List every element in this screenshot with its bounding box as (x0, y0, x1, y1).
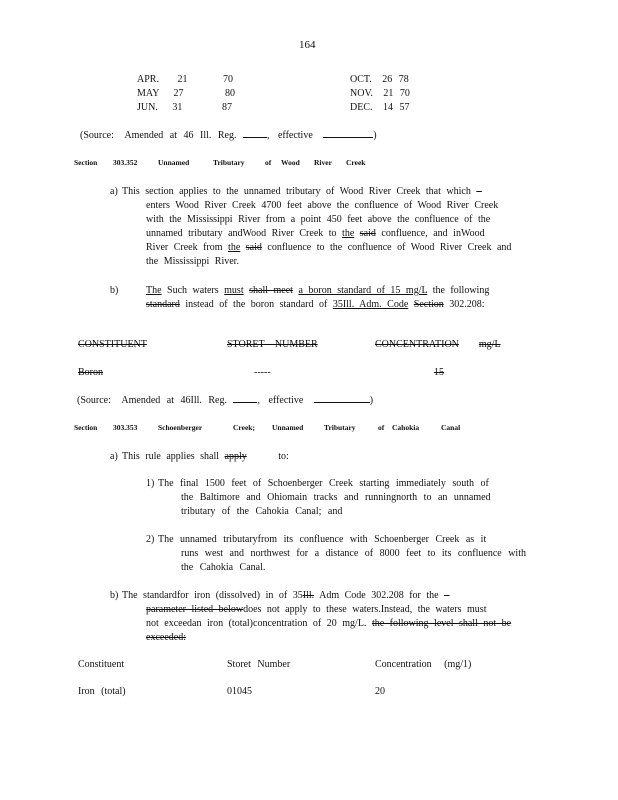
page-number: 164 (299, 39, 316, 51)
paragraph-line: with the Mississippi River from a point 450 feet above the confluence of the (146, 214, 491, 225)
subsection-label: b) (110, 285, 119, 296)
table-cell: 15 (434, 367, 444, 378)
line-text: River Creek from (146, 242, 223, 253)
effective-label: effective (277, 130, 313, 141)
strike-fill (476, 185, 503, 199)
paragraph-line (146, 241, 511, 255)
deleted-text: shall meet (249, 285, 293, 296)
comma: , (257, 395, 260, 406)
inserted-text: a boron standard of 15 mg/L (298, 285, 428, 296)
line-text: unnamed tributary andWood River Creek to (146, 228, 337, 239)
month-row (137, 87, 184, 101)
subsection-label: a) (110, 451, 118, 462)
section-word: Section (74, 158, 98, 167)
month-row (137, 73, 187, 87)
line-text: the following (432, 285, 490, 296)
section-word: Section (74, 423, 98, 432)
line-text: The standardfor iron (dissolved) in of 35 (122, 590, 303, 601)
comma: , (266, 130, 270, 141)
paragraph-line (122, 450, 289, 464)
deleted-said: said (245, 242, 262, 253)
month-cell: MAY (137, 88, 160, 99)
effective-label: effective (268, 395, 304, 406)
strike-fill (444, 589, 470, 603)
table-header: Storet Number (227, 659, 291, 670)
paragraph-line: The final 1500 feet of Schoenberger Creek starting immediately south of (158, 478, 489, 489)
paragraph-line: runs west and northwest for a distance of 8000 feet to its confluence with (181, 548, 526, 559)
heading-word: Tributary (213, 158, 245, 167)
month-value-b: 87 (222, 102, 232, 113)
paragraph-line (122, 589, 470, 603)
heading-word: River (314, 158, 332, 167)
line-text: to: (278, 451, 289, 462)
paragraph-line: tributary of the Cahokia Canal; and (181, 506, 343, 517)
source-close: ) (369, 395, 374, 406)
paragraph-line (146, 227, 485, 241)
month-row (350, 73, 409, 87)
section-number: 303.352 (113, 158, 138, 167)
source-prefix: (Source: (77, 395, 111, 406)
deleted-text: standard (146, 299, 180, 310)
date-blank (323, 137, 373, 138)
paragraph-line: the Cahokia Canal. (181, 562, 266, 573)
reg-blank (243, 137, 267, 138)
table-cell: Boron (78, 367, 103, 378)
header-text: CONCENTRATION (375, 339, 459, 350)
table-cell: 20 (375, 686, 385, 697)
table-cell: 01045 (227, 686, 252, 697)
month-value-b: 80 (225, 88, 235, 99)
inserted-the: the (228, 242, 241, 253)
month-value-a: 14 (383, 102, 393, 113)
month-value-a: 31 (172, 102, 183, 113)
line-text: does not apply to these waters.Instead, the waters must (243, 604, 487, 615)
paragraph-line: The unnamed tributaryfrom its confluence with Schoenberger Creek as it (158, 534, 487, 545)
header-unit: mg/L (478, 339, 501, 350)
heading-word: Creek; (233, 423, 255, 432)
month-value-b: 70 (399, 88, 410, 99)
inserted-text: 35Ill. Adm. Code (332, 299, 409, 310)
table-header: STORET NUMBER (227, 339, 318, 350)
month-row (137, 101, 182, 115)
source-text: Amended at 46 Ill. Reg. (124, 130, 237, 141)
paragraph-line (146, 617, 511, 631)
month-value-a: 21 (383, 88, 394, 99)
month-row (350, 101, 410, 115)
month-value-b: 70 (223, 74, 233, 85)
item-label: 2) (146, 534, 155, 545)
subsection-label: b) (110, 590, 119, 601)
paragraph-line (146, 284, 489, 298)
deleted-text: Section (413, 299, 444, 310)
deleted-text: Ill. (302, 590, 315, 601)
line-text: This rule applies shall (122, 451, 220, 462)
line-text: confluence, and inWood (381, 228, 485, 239)
line-text: 302.208: (449, 299, 485, 310)
line-text: confluence to the confluence of Wood River Creek and (267, 242, 512, 253)
paragraph-line: enters Wood River Creek 4700 feet above the confluence of Wood River Creek (146, 200, 499, 211)
heading-word: Tributary (324, 423, 356, 432)
table-header: Concentration (mg/1) (375, 659, 472, 670)
source-prefix: (Source: (80, 130, 114, 141)
table-cell: Iron (total) (78, 686, 126, 697)
heading-word: Unnamed (272, 423, 304, 432)
paragraph-line (146, 298, 485, 312)
month-cell: APR. (137, 74, 159, 85)
month-value-a: 21 (177, 74, 188, 85)
month-row (350, 87, 410, 101)
date-blank (314, 402, 370, 403)
heading-word: Wood (281, 158, 300, 167)
heading-word: of (378, 423, 385, 432)
table-header: Constituent (78, 659, 125, 670)
month-cell: JUN. (137, 102, 158, 113)
reg-blank (233, 402, 257, 403)
deleted-text: the following level shall not be (371, 618, 512, 629)
heading-word: Creek (346, 158, 366, 167)
line-text: This section applies to the unnamed tributary of Wood River Creek that which (122, 186, 471, 197)
paragraph-line (146, 603, 486, 617)
inserted-the: the (342, 228, 355, 239)
heading-word: Canal (441, 423, 461, 432)
line-text: instead of the boron standard of (185, 299, 328, 310)
line-text: Such waters (167, 285, 219, 296)
inserted-text: must (224, 285, 244, 296)
line-text: Adm Code 302.208 for the (319, 590, 439, 601)
month-value-b: 57 (399, 102, 410, 113)
month-value-b: 78 (398, 74, 409, 85)
deleted-text: parameter listed below (146, 604, 244, 615)
inserted-text: The (146, 285, 162, 296)
deleted-text: apply (224, 451, 247, 462)
table-cell: ----- (254, 367, 271, 378)
month-value-a: 27 (173, 88, 184, 99)
deleted-said: said (359, 228, 376, 239)
section-number: 303.353 (113, 423, 138, 432)
source-note (77, 394, 373, 408)
item-label: 1) (146, 478, 155, 489)
month-cell: NOV. (350, 88, 373, 99)
deleted-text: exceeded: (146, 632, 186, 643)
paragraph-line: the Mississippi River. (146, 256, 239, 267)
source-text: Amended at 46Ill. Reg. (121, 395, 227, 406)
source-note (80, 129, 377, 143)
source-close: ) (373, 130, 377, 141)
heading-word: Unnamed (158, 158, 190, 167)
month-cell: DEC. (350, 102, 373, 113)
table-header: CONSTITUENT (78, 339, 147, 350)
heading-word: of (265, 158, 272, 167)
table-header (375, 338, 501, 352)
paragraph-line (122, 185, 503, 199)
heading-word: Cahokia (392, 423, 420, 432)
month-value-a: 26 (382, 74, 393, 85)
line-text: not exceedan iron (total)concentration of 20 mg/L. (146, 618, 367, 629)
paragraph-line: the Baltimore and Ohiomain tracks and runningnorth to an unnamed (181, 492, 491, 503)
subsection-label: a) (110, 186, 118, 197)
month-cell: OCT. (350, 74, 372, 85)
heading-word: Schoenberger (158, 423, 203, 432)
